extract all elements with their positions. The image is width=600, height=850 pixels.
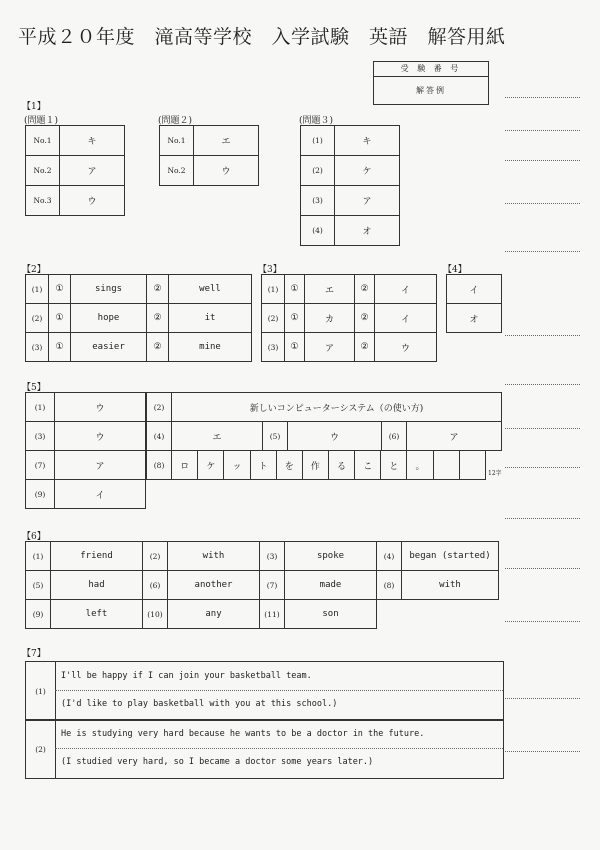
char-cell: と (381, 451, 407, 480)
score-line (505, 698, 580, 699)
answer-cell: キ (335, 126, 400, 156)
question-number: (2) (262, 304, 285, 333)
circled-number: ② (355, 275, 375, 304)
answer-cell: オ (447, 304, 502, 333)
question-number: (11) (260, 600, 285, 629)
question-number: (2) (26, 304, 49, 333)
score-line (505, 130, 580, 131)
section-3-label: 【3】 (258, 265, 282, 275)
answer-cell: with (402, 571, 499, 600)
answer-cell: ケ (335, 156, 400, 186)
answer-cell: イ (375, 304, 437, 333)
question-number: (8) (147, 451, 172, 480)
answer-cell: エ (194, 126, 259, 156)
question-number: (3) (301, 186, 335, 216)
section-2-label: 【2】 (22, 265, 46, 275)
answer-cell: ウ (55, 422, 146, 451)
answer-cell: 新しいコンピューターシステム（の使い方) (172, 393, 502, 422)
answer-cell: easier (71, 333, 147, 362)
char-cell: を (276, 451, 302, 480)
answer-cell: エ (172, 422, 263, 451)
s5-q456-table (146, 421, 502, 451)
section-4-label: 【4】 (443, 265, 467, 275)
score-line (505, 335, 580, 336)
char-cell: 。 (407, 451, 433, 480)
answer-cell: イ (447, 275, 502, 304)
section-1-label: 【1】 (22, 102, 46, 112)
s5-q8-table (146, 450, 486, 480)
char-limit-note: 12字 (488, 470, 502, 477)
answer-line-alternative: (I studied very hard, so I became a doctor some years later.) (61, 757, 374, 767)
score-line (505, 568, 580, 569)
circled-number: ① (49, 275, 71, 304)
s5-q2-table (146, 392, 502, 422)
question-number: (3) (26, 333, 49, 362)
problem-2-label: (問題２) (158, 116, 193, 126)
answer-cell: エ (305, 275, 355, 304)
question-number: (3) (262, 333, 285, 362)
s5-left-table (25, 392, 146, 509)
answer-cell: it (169, 304, 252, 333)
char-cell: ト (250, 451, 276, 480)
score-line (505, 467, 580, 468)
score-line (505, 751, 580, 752)
answer-cell: friend (51, 542, 143, 571)
answer-cell: left (51, 600, 143, 629)
answer-cell: キ (60, 126, 125, 156)
answer-cell: イ (375, 275, 437, 304)
question-number: No.3 (26, 186, 60, 216)
question-number: (5) (26, 571, 51, 600)
section-7-label: 【7】 (22, 649, 46, 659)
score-line (505, 251, 580, 252)
s6-table (25, 541, 499, 629)
score-line (505, 203, 580, 204)
question-number: (6) (382, 422, 407, 451)
circled-number: ① (49, 333, 71, 362)
exam-number-value: 解答例 (416, 86, 446, 95)
question-number: (2) (143, 542, 168, 571)
answer-line-alternative: (I'd like to play basketball with you at this school.) (61, 699, 338, 709)
question-number: (9) (26, 480, 55, 509)
s7-question-2-box (25, 719, 504, 779)
answer-cell: ウ (375, 333, 437, 362)
char-cell (459, 451, 485, 480)
question-number: (4) (301, 216, 335, 246)
s2-table (25, 274, 252, 362)
answer-line: He is studying very hard because he wants to be a doctor in the future. (61, 729, 425, 739)
circled-number: ② (147, 333, 169, 362)
question-number: (7) (260, 571, 285, 600)
circled-number: ② (355, 304, 375, 333)
question-number: (7) (26, 451, 55, 480)
question-number: (1) (26, 542, 51, 571)
question-number: (10) (143, 600, 168, 629)
score-line (505, 428, 580, 429)
answer-cell: ア (305, 333, 355, 362)
question-number: (4) (377, 542, 402, 571)
question-number: (3) (260, 542, 285, 571)
exam-number-box (373, 61, 489, 105)
question-number: (5) (263, 422, 288, 451)
char-cell: ロ (172, 451, 198, 480)
question-number: (9) (26, 600, 51, 629)
question-number: (1) (301, 126, 335, 156)
s1-problem1-table (25, 125, 125, 216)
answer-cell: spoke (285, 542, 377, 571)
question-number: (8) (377, 571, 402, 600)
circled-number: ② (147, 304, 169, 333)
s7-question-1-box (25, 661, 504, 721)
answer-cell: sings (71, 275, 147, 304)
char-cell: ケ (198, 451, 224, 480)
answer-cell: had (51, 571, 143, 600)
empty-cell (377, 600, 402, 629)
circled-number: ① (285, 304, 305, 333)
problem-3-label: (問題３) (299, 116, 334, 126)
answer-cell: any (168, 600, 260, 629)
answer-cell: ウ (288, 422, 382, 451)
question-number: No.1 (160, 126, 194, 156)
char-cell: 作 (302, 451, 328, 480)
score-line (505, 518, 580, 519)
answer-cell: ウ (60, 186, 125, 216)
answer-cell: ウ (194, 156, 259, 186)
s3-table (261, 274, 437, 362)
answer-cell: son (285, 600, 377, 629)
answer-cell: ア (60, 156, 125, 186)
section-5-label: 【5】 (22, 383, 46, 393)
answer-cell: ア (407, 422, 502, 451)
question-number: (2) (26, 720, 56, 778)
char-cell (433, 451, 459, 480)
s1-problem3-table (300, 125, 400, 246)
char-cell: こ (355, 451, 381, 480)
question-number: (2) (147, 393, 172, 422)
question-number: (6) (143, 571, 168, 600)
score-line (505, 160, 580, 161)
answer-cell: well (169, 275, 252, 304)
s4-table (446, 274, 502, 333)
question-number: (2) (301, 156, 335, 186)
answer-cell: ア (55, 451, 146, 480)
answer-cell: hope (71, 304, 147, 333)
answer-cell: made (285, 571, 377, 600)
score-line (505, 621, 580, 622)
question-number: (1) (262, 275, 285, 304)
dotted-line (55, 690, 503, 691)
question-number: (1) (26, 662, 56, 720)
answer-cell: ウ (55, 393, 146, 422)
question-number: No.1 (26, 126, 60, 156)
answer-cell: イ (55, 480, 146, 509)
exam-number-label: 受 験 番 号 (374, 62, 488, 77)
score-line (505, 97, 580, 98)
dotted-line (55, 748, 503, 749)
page-title: 平成２０年度 滝高等学校 入学試験 英語 解答用紙 (18, 26, 506, 48)
circled-number: ② (355, 333, 375, 362)
answer-cell: ア (335, 186, 400, 216)
section-6-label: 【6】 (22, 532, 46, 542)
question-number: No.2 (26, 156, 60, 186)
circled-number: ① (49, 304, 71, 333)
empty-cell (402, 600, 499, 629)
answer-cell: オ (335, 216, 400, 246)
s1-problem2-table (159, 125, 259, 186)
circled-number: ① (285, 333, 305, 362)
answer-line: I'll be happy if I can join your basketball team. (61, 671, 312, 681)
answer-cell: another (168, 571, 260, 600)
problem-1-label: (問題１) (24, 116, 59, 126)
score-line (505, 384, 580, 385)
question-number: (3) (26, 422, 55, 451)
char-cell: ッ (224, 451, 250, 480)
question-number: (1) (26, 393, 55, 422)
answer-cell: カ (305, 304, 355, 333)
question-number: No.2 (160, 156, 194, 186)
circled-number: ② (147, 275, 169, 304)
answer-cell: began (started) (402, 542, 499, 571)
answer-cell: mine (169, 333, 252, 362)
char-cell: る (328, 451, 354, 480)
answer-cell: with (168, 542, 260, 571)
question-number: (4) (147, 422, 172, 451)
circled-number: ① (285, 275, 305, 304)
question-number: (1) (26, 275, 49, 304)
